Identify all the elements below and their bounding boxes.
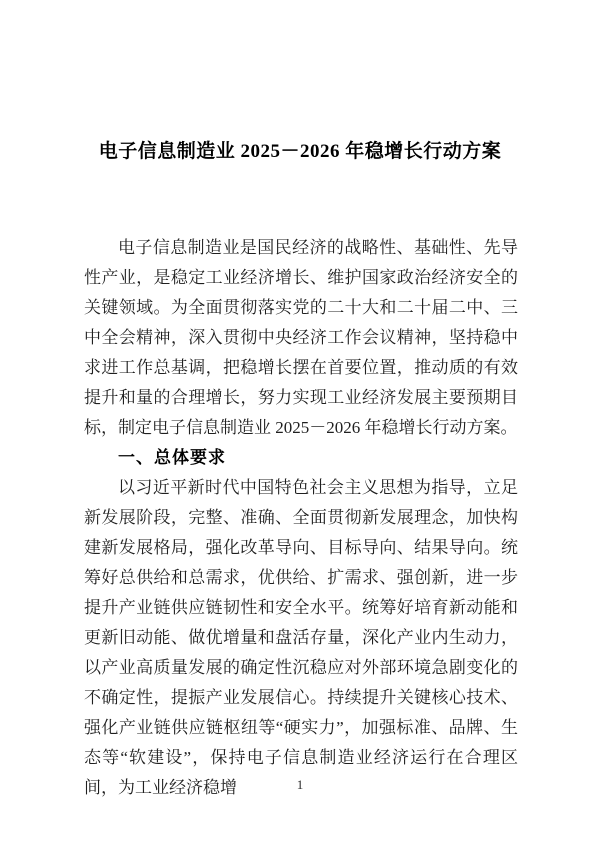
document-body bbox=[84, 233, 518, 803]
section-1-heading: 一、总体要求 bbox=[118, 448, 226, 467]
section-1-paragraph: 以习近平新时代中国特色社会主义思想为指导，立足新发展阶段，完整、准确、全面贯彻新发展理念，加快构建新发展格局，强化改革导向、目标导向、结果导向。统筹好总供给和总需求，优供给、扩需求、强创新，进一步提升产业链供应链韧性和安全水平。统筹好培育新动能和更新旧动能、做优增量和盘活存量，深化产业内生动力，以产业高质量发展的确定性沉稳应对外部环境急剧变化的不确定性，提振产业发展信心。持续提升关键核心技术、强化产业链供应链枢纽等“硬实力”，加强标准、品牌、生态等“软建设”，保持电子信息制造业经济运行在合理区间，为工业经济稳增 bbox=[84, 478, 518, 797]
page-number: 1 bbox=[296, 777, 304, 792]
document-title: 电子信息制造业 2025－2026 年稳增长行动方案 bbox=[98, 141, 502, 162]
intro-paragraph: 电子信息制造业是国民经济的战略性、基础性、先导性产业，是稳定工业经济增长、维护国家政治经济安全的关键领域。为全面贯彻落实党的二十大和二十届二中、三中全会精神，深入贯彻中央经济工作会议精神，坚持稳中求进工作总基调，把稳增长摆在首要位置，推动质的有效提升和量的合理增长，努力实现工业经济发展主要预期目标，制定电子信息制造业 2025－2026 年稳增长行动方案。 bbox=[84, 238, 518, 437]
